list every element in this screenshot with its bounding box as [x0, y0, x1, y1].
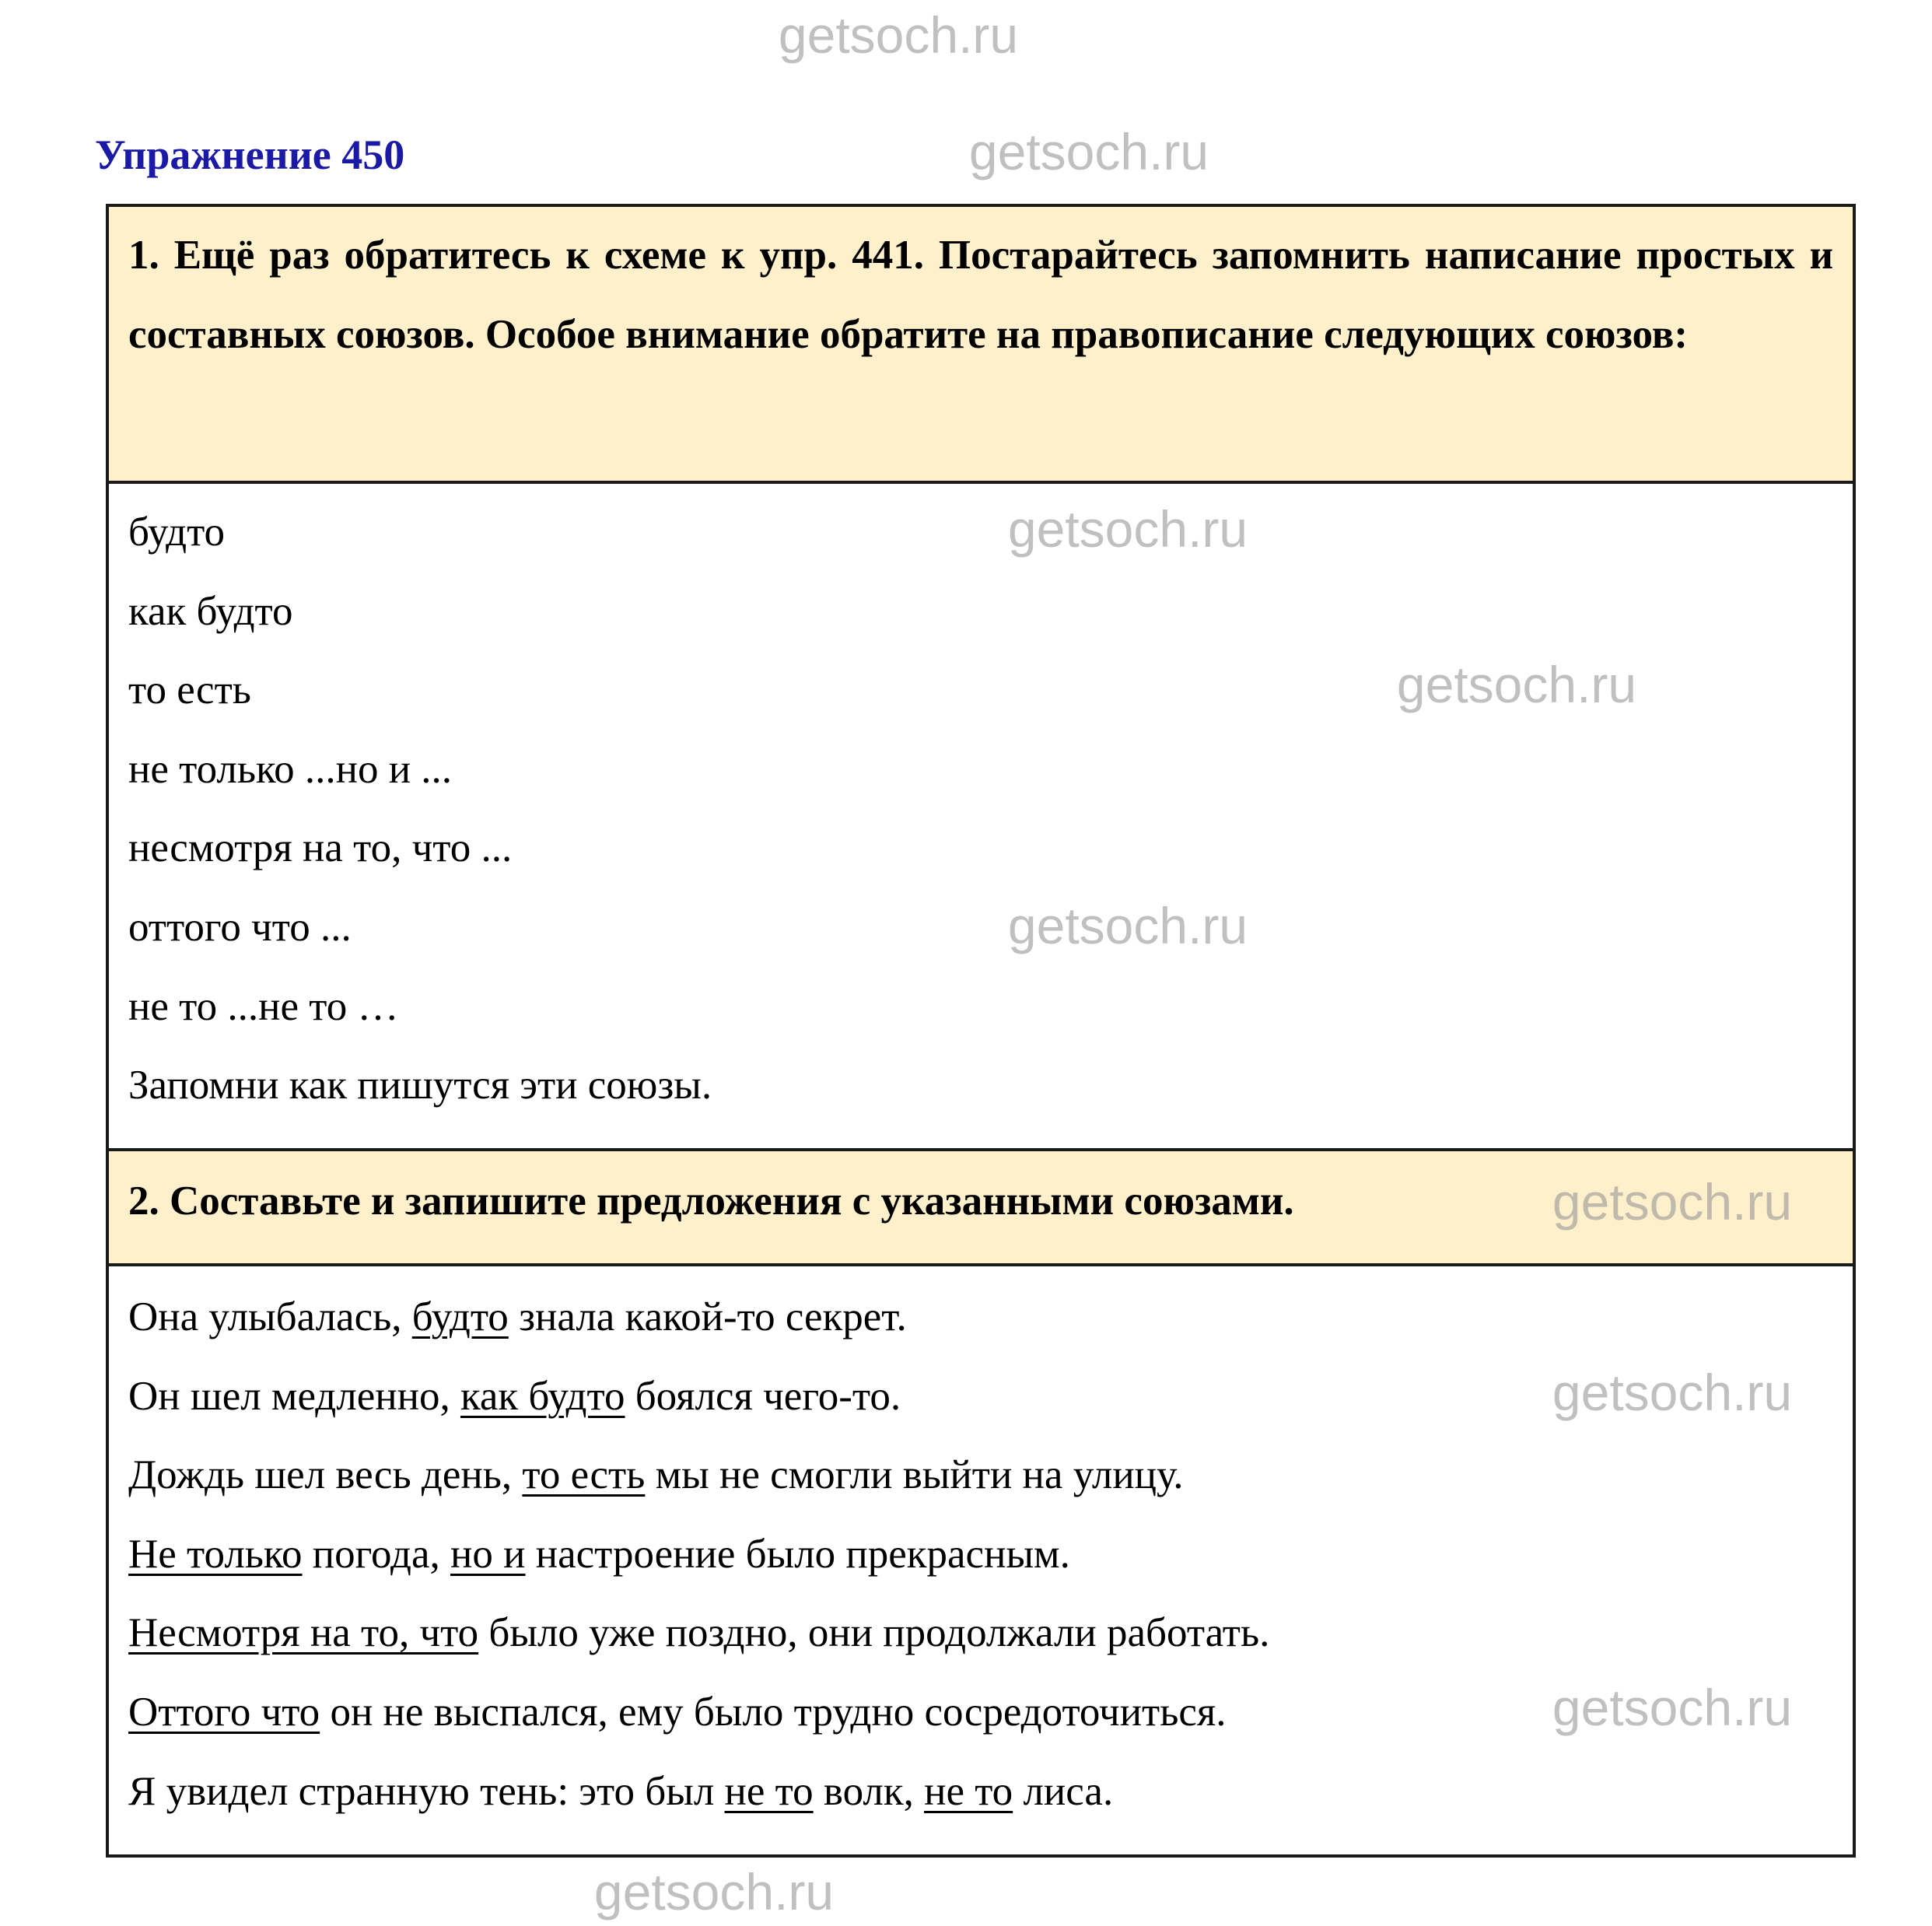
- example-sentence: [128, 1357, 1833, 1437]
- conjunction-item: не только ...но и ...: [128, 746, 453, 792]
- example-sentence: [128, 1673, 1833, 1753]
- watermark: getsoch.ru: [1552, 1679, 1793, 1736]
- underlined-conjunction: Оттого что: [128, 1689, 320, 1735]
- underlined-conjunction: но и: [450, 1531, 526, 1577]
- sentence-text: волк,: [813, 1768, 925, 1814]
- example-sentence: [128, 1278, 1833, 1357]
- sentence-text: Я увидел странную тень: это был: [128, 1768, 725, 1814]
- example-sentence: [128, 1594, 1833, 1673]
- watermark: getsoch.ru: [1552, 1364, 1793, 1421]
- task-2-header: 2. Составьте и запишите предложения с указанными союзами.: [109, 1148, 1853, 1263]
- watermark: getsoch.ru: [968, 123, 1209, 180]
- sentence-list: [109, 1263, 1853, 1854]
- watermark: getsoch.ru: [593, 1863, 835, 1921]
- example-sentence: [128, 1515, 1833, 1595]
- sentence-text: мы не смогли выйти на улицу.: [645, 1452, 1184, 1498]
- underlined-conjunction: не то: [924, 1768, 1013, 1814]
- exercise-title: Упражнение 450: [95, 131, 405, 178]
- underlined-conjunction: Несмотря на то, что: [128, 1610, 479, 1656]
- sentence-text: настроение было прекрасным.: [525, 1531, 1070, 1577]
- sentence-text: лиса.: [1013, 1768, 1114, 1814]
- underlined-conjunction: как будто: [460, 1373, 625, 1419]
- underlined-conjunction: будто: [411, 1294, 509, 1339]
- conjunction-item: оттого что ...: [128, 904, 352, 950]
- conjunction-item: не то ...не то …: [128, 983, 399, 1029]
- conjunction-list: [109, 481, 1853, 1148]
- sentence-text: Дождь шел весь день,: [128, 1452, 523, 1498]
- conjunction-item: будто: [128, 510, 226, 555]
- sentence-text: погода,: [302, 1531, 450, 1577]
- conjunction-item: несмотря на то, что ...: [128, 825, 513, 871]
- sentence-text: знала какой-то секрет.: [508, 1294, 907, 1339]
- sentence-text: было уже поздно, они продолжали работать.: [478, 1610, 1270, 1656]
- conjunction-item: как будто: [128, 588, 293, 634]
- underlined-conjunction: не то: [724, 1768, 814, 1814]
- watermark: getsoch.ru: [778, 6, 1019, 64]
- watermark: getsoch.ru: [1007, 897, 1248, 954]
- sentence-text: боялся чего-то.: [625, 1373, 901, 1419]
- watermark: getsoch.ru: [1396, 656, 1637, 713]
- underlined-conjunction: то есть: [522, 1452, 646, 1498]
- task-1-header: 1. Ещё раз обратитесь к схеме к упр. 441. Постарайтесь запомнить написание простых и составных союзов. Особое внимание обратите на правописание следующих союзов:: [109, 207, 1853, 481]
- underlined-conjunction: Не только: [128, 1531, 303, 1577]
- watermark: getsoch.ru: [1007, 500, 1248, 558]
- exercise-table: [106, 204, 1856, 1858]
- sentence-text: он не выспался, ему было трудно сосредоточиться.: [320, 1689, 1227, 1735]
- example-sentence: [128, 1436, 1833, 1515]
- memo-note: Запомни как пишутся эти союзы.: [128, 1063, 712, 1108]
- example-sentence: [128, 1753, 1833, 1832]
- conjunction-item: то есть: [128, 667, 251, 713]
- watermark: getsoch.ru: [1552, 1173, 1793, 1231]
- sentence-text: Он шел медленно,: [128, 1373, 460, 1419]
- sentence-text: Она улыбалась,: [128, 1294, 412, 1339]
